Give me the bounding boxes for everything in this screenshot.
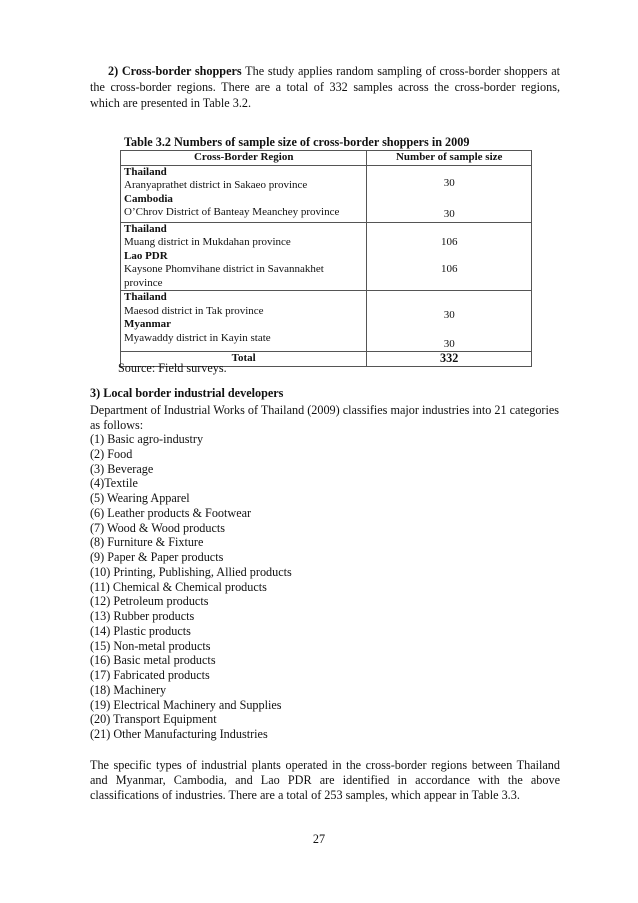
list-item: (10) Printing, Publishing, Allied products [90,564,292,579]
total-value: 332 [367,352,532,367]
section-3-heading: 3) Local border industrial developers [90,386,284,400]
list-item: (2) Food [90,446,133,461]
region-cell [121,291,367,352]
table-source: Source: Field surveys. [118,361,227,375]
country-name: Myanmar [124,318,172,330]
country-name: Lao PDR [124,249,168,262]
table-caption: Table 3.2 Numbers of sample size of cross-border shoppers in 2009 [124,135,470,149]
sample-size-cell [367,165,532,222]
list-item: (13) Rubber products [90,609,195,623]
list-item: (1) Basic agro-industry [90,432,204,446]
section-3-intro: Department of Industrial Works of Thailand (2009) classifies major industries into 21 categories as follows: [90,403,560,432]
list-item: (14) Plastic products [90,623,191,638]
list-item: (20) Transport Equipment [90,712,217,727]
section-2-heading: 2) Cross-border shoppers [108,64,242,78]
industry-category-list [90,432,292,742]
country-name: Thailand [124,222,167,235]
list-item: (9) Paper & Paper products [90,550,224,564]
list-item: (12) Petroleum products [90,594,209,609]
list-item: (4)Textile [90,476,138,491]
sample-size-table [120,150,532,367]
table-row [121,222,532,291]
location-name: Muang district in Mukdahan province [124,236,291,248]
location-name: Aranyaprathet district in Sakaeo province [124,179,308,191]
sample-value: 30 [443,337,455,350]
sample-value: 30 [443,208,455,220]
total-label: Total [121,352,367,367]
list-item: (5) Wearing Apparel [90,491,190,505]
list-item: (17) Fabricated products [90,668,210,682]
sample-value: 106 [440,263,458,275]
section-2-text: The study applies random sampling of cross-border shoppers at the cross-border regions. There are a total of 332 samples across the cross-border regions, which are presented in Table 3.2. [90,64,561,110]
header-sample-size: Number of sample size [367,151,532,166]
country-name: Thailand [124,165,167,178]
list-item: (16) Basic metal products [90,653,216,668]
sample-value: 106 [440,236,458,248]
list-item: (21) Other Manufacturing Industries [90,727,268,741]
table-row [121,291,532,352]
list-item: (3) Beverage [90,461,154,476]
closing-paragraph: The specific types of industrial plants operated in the cross-border regions between Thailand and Myanmar, Cambodia, and Lao PDR are identified in accordance with the above classifications of industries. There are a total of 253 samples, which appear in Table 3.3. [90,758,560,803]
region-cell [121,222,367,291]
location-name: Kaysone Phomvihane district in Savannakhet province [124,263,324,289]
table-row [121,165,532,222]
list-item: (7) Wood & Wood products [90,520,226,535]
location-name: Maesod district in Tak province [124,304,264,317]
sample-value: 30 [443,308,455,321]
header-region: Cross-Border Region [121,151,367,166]
list-item: (15) Non-metal products [90,638,211,653]
list-item: (18) Machinery [90,682,167,697]
sample-size-cell [367,291,532,352]
region-cell [121,165,367,222]
list-item: (19) Electrical Machinery and Supplies [90,697,282,712]
table-header-row [121,151,532,166]
country-name: Thailand [124,291,167,303]
sample-size-cell [367,222,532,291]
list-item: (8) Furniture & Fixture [90,535,204,550]
list-item: (11) Chemical & Chemical products [90,579,267,594]
page-number: 27 [312,832,326,846]
location-name: Myawaddy district in Kayin state [124,331,271,344]
list-item: (6) Leather products & Footwear [90,505,252,520]
location-name: O’Chrov District of Banteay Meanchey province [124,206,340,218]
section-2-paragraph [90,63,560,111]
country-name: Cambodia [124,192,173,205]
sample-value: 30 [443,177,455,189]
